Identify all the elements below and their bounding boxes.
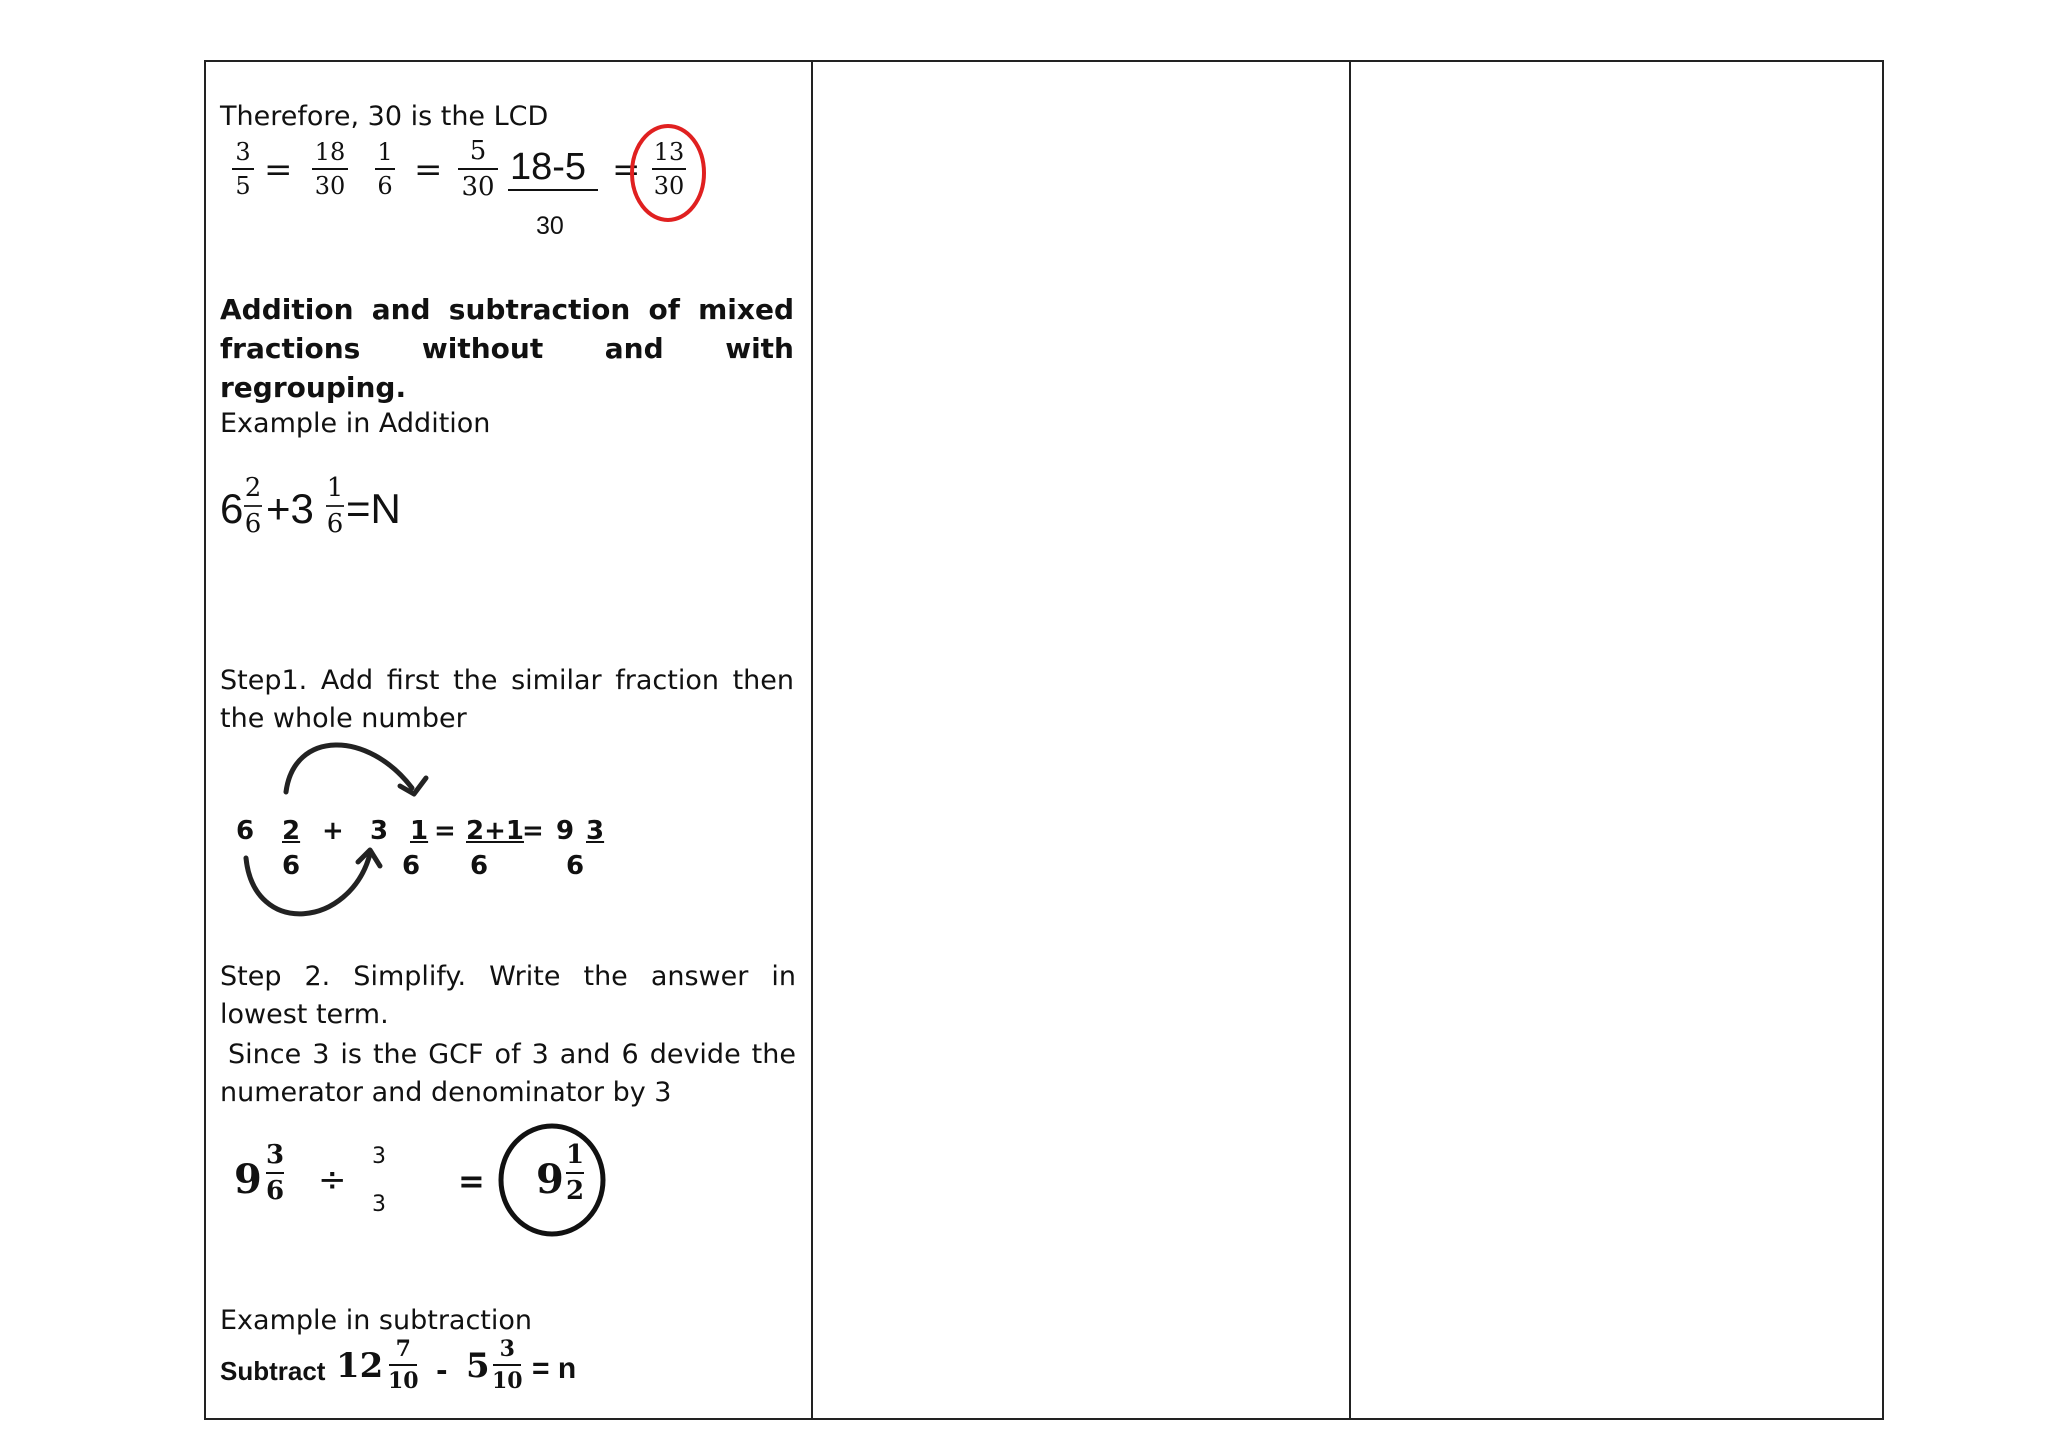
denominator-6: 6 bbox=[566, 851, 585, 881]
gcf-explanation: Since 3 is the GCF of 3 and 6 devide the numerator and denominator by 3 bbox=[220, 1039, 796, 1108]
minus-sign: - bbox=[436, 1354, 448, 1387]
fraction-18-30: 18 30 bbox=[312, 140, 348, 198]
fraction-1-6: 1 6 bbox=[375, 140, 395, 198]
numerator-2: 2 bbox=[282, 816, 301, 846]
fraction-5-30: 5 30 bbox=[458, 138, 498, 200]
equals-sign: = bbox=[458, 1162, 485, 1200]
equals-sign: = bbox=[522, 816, 544, 846]
subtraction-numerator: 18-5 bbox=[510, 146, 587, 188]
whole-5: 5 bbox=[466, 1346, 490, 1386]
equals-sign: = bbox=[414, 150, 443, 190]
column-divider-2 bbox=[1349, 62, 1351, 1418]
divisor-numerator: 3 bbox=[372, 1144, 386, 1169]
numerator-2-plus-1: 2+1 bbox=[466, 816, 524, 846]
answer-circle-red bbox=[628, 122, 708, 224]
example-subtraction-label: Example in subtraction bbox=[220, 1305, 533, 1336]
equals-sign: = bbox=[264, 150, 293, 190]
equals-n: = n bbox=[532, 1352, 577, 1385]
fraction-3-10: 3 10 bbox=[492, 1336, 523, 1394]
numerator-3: 3 bbox=[586, 816, 605, 846]
whole-6: 6 bbox=[236, 816, 255, 846]
whole-3: 3 bbox=[370, 816, 389, 846]
division-sign: ÷ bbox=[318, 1160, 347, 1200]
numerator-1: 1 bbox=[410, 816, 429, 846]
whole-9: 9 bbox=[234, 1156, 262, 1203]
plus-sign: + bbox=[322, 816, 344, 846]
fraction-bar bbox=[508, 189, 598, 191]
worksheet-table bbox=[204, 60, 1884, 1420]
fraction-1-6: 1 6 bbox=[326, 473, 344, 539]
whole-9: 9 bbox=[536, 1156, 564, 1203]
fraction-1-2: 1 2 bbox=[566, 1140, 585, 1206]
denominator-6: 6 bbox=[470, 851, 489, 881]
lcd-statement: Therefore, 30 is the LCD bbox=[220, 101, 549, 132]
answer-fraction-13-30: 13 30 bbox=[653, 138, 685, 200]
equals-sign: = bbox=[434, 816, 456, 846]
subtract-word: Subtract bbox=[220, 1356, 326, 1386]
step2-text: Step 2. Simplify. Write the answer in lowest term. bbox=[220, 961, 796, 1030]
plus-3: +3 bbox=[266, 485, 314, 532]
fraction-2-6: 2 6 bbox=[244, 473, 262, 539]
whole-number-6: 6 bbox=[220, 485, 244, 532]
equals-sign: = bbox=[612, 150, 641, 190]
step1-text: Step1. Add first the similar fraction then the whole number bbox=[220, 665, 794, 734]
fraction-3-5: 3 5 bbox=[232, 140, 254, 198]
example-addition-label: Example in Addition bbox=[220, 408, 491, 439]
divisor-denominator: 3 bbox=[372, 1192, 386, 1217]
denominator-6: 6 bbox=[282, 851, 301, 881]
equals-n: =N bbox=[346, 485, 401, 532]
fraction-3-6: 3 6 bbox=[266, 1140, 285, 1206]
subtraction-denominator: 30 bbox=[536, 212, 564, 240]
fraction-7-10: 7 10 bbox=[388, 1336, 419, 1394]
whole-12: 12 bbox=[336, 1346, 384, 1386]
column-divider-1 bbox=[811, 62, 813, 1418]
denominator-6: 6 bbox=[402, 851, 421, 881]
whole-9: 9 bbox=[556, 816, 575, 846]
section-heading: Addition and subtraction of mixed fractions without and with regrouping. bbox=[220, 293, 794, 404]
